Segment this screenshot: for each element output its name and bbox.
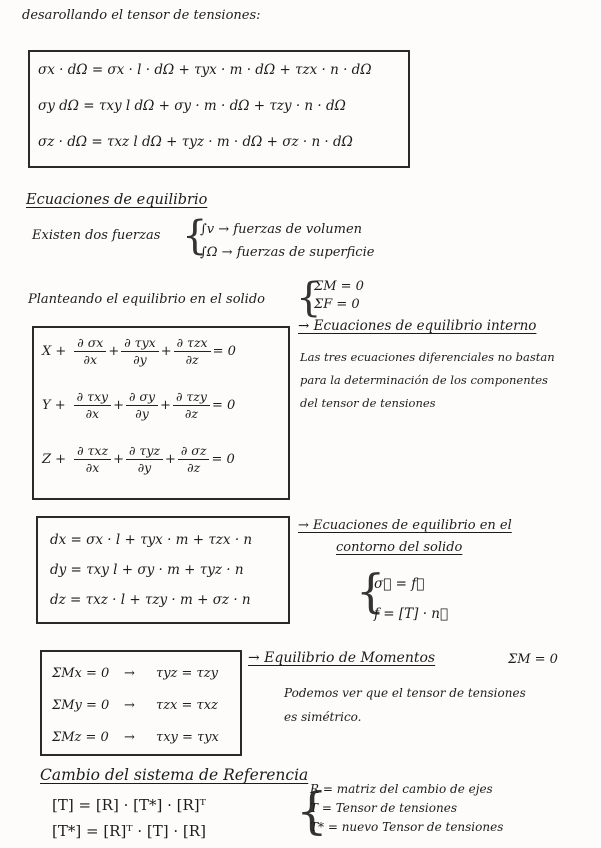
frac-den: ∂y: [133, 352, 147, 368]
symmetric-note-1: Podemos ver que el tensor de tensiones: [284, 686, 526, 700]
contour-label-2: contorno del solido: [336, 540, 463, 555]
frac-num: ∂ σx: [74, 336, 106, 352]
eq-lead: Z +: [42, 452, 67, 468]
eq-lead: X +: [42, 344, 67, 360]
tensor-equations-box: [28, 50, 410, 168]
legend-tstar: T* = nuevo Tensor de tensiones: [310, 820, 504, 834]
tensor-eq-y: σy dΩ = τxy l dΩ + σy · m · dΩ + τzy · n · dΩ: [38, 98, 346, 114]
contour-vector-1: σ⃗ = f⃗: [374, 576, 425, 592]
shear-eq-yz: τyz = τzy: [156, 666, 218, 681]
eq-tail: = 0: [211, 398, 236, 414]
eq-tail: = 0: [211, 452, 235, 468]
frac-num: ∂ τyx: [121, 336, 158, 352]
frac-num: ∂ σy: [126, 390, 158, 406]
tensor-eq-z: σz · dΩ = τxz l dΩ + τyz · m · dΩ + σz · n · dΩ: [38, 134, 353, 150]
eq-lead: Y +: [42, 398, 66, 414]
forces-intro: Existen dos fuerzas: [32, 228, 161, 243]
frac-den: ∂y: [135, 406, 149, 422]
moments-label: → Equilibrio de Momentos: [248, 650, 436, 666]
moments-sum: ΣM = 0: [508, 652, 558, 667]
frac-den: ∂z: [187, 460, 201, 476]
internal-note-2: para la determinación de los componentes: [300, 373, 548, 387]
frac-num: ∂ τyz: [126, 444, 163, 460]
legend-t: T = Tensor de tensiones: [310, 801, 457, 815]
intro-text: desarollando el tensor de tensiones:: [22, 8, 261, 23]
moment-z: ΣMz = 0: [52, 730, 109, 745]
contour-eq-x: dx = σx · l + τyx · m + τzx · n: [50, 532, 253, 548]
moment-arrow: →: [124, 698, 135, 713]
frac-num: ∂ τzx: [174, 336, 211, 352]
legend-r: R = matriz del cambio de ejes: [310, 782, 493, 796]
sum-forces: ΣF = 0: [314, 297, 360, 312]
contour-eq-y: dy = τxy l + σy · m + τyz · n: [50, 562, 244, 578]
frac-num: ∂ τxz: [74, 444, 111, 460]
volume-forces: ∫v → fuerzas de volumen: [200, 222, 363, 237]
contour-equilibrium-box: [36, 516, 290, 624]
sum-moments: ΣM = 0: [314, 279, 364, 294]
forces-brace: {: [182, 213, 208, 259]
frac-num: ∂ σz: [178, 444, 210, 460]
contour-brace: {: [356, 564, 386, 618]
internal-equilibrium-label: → Ecuaciones de equilibrio interno: [298, 318, 537, 334]
moment-arrow: →: [124, 730, 135, 745]
eq-tail: = 0: [212, 344, 236, 360]
reference-change-heading: Cambio del sistema de Referencia: [40, 766, 309, 784]
equilibrium-brace: {: [296, 275, 322, 321]
frac-den: ∂z: [185, 352, 199, 368]
frac-den: ∂x: [83, 352, 98, 368]
equilibrium-heading: Ecuaciones de equilibrio: [26, 192, 208, 208]
contour-eq-z: dz = τxz · l + τzy · m + σz · n: [50, 592, 251, 608]
internal-note-3: del tensor de tensiones: [300, 396, 436, 410]
legend-brace: {: [296, 782, 328, 840]
moment-y: ΣMy = 0: [52, 698, 110, 713]
shear-eq-zx: τzx = τxz: [156, 698, 218, 713]
internal-equilibrium-box: [32, 326, 290, 500]
contour-vector-2: f = [T] · n⃗: [374, 606, 449, 622]
frac-den: ∂y: [137, 460, 152, 476]
symmetric-note-2: es simétrico.: [284, 710, 362, 724]
planteando-text: Planteando el equilibrio en el solido: [28, 292, 265, 307]
moments-box: [40, 650, 242, 756]
frac-den: ∂x: [85, 406, 100, 422]
transform-eq-1: [T] = [R] · [T*] · [R]ᵀ: [52, 796, 206, 814]
internal-eq-x: X + $\frac{\partial \sigma x}{\partial x}$ + $\frac{\text{∂ τyx}}{\partial y}$ + $\frac{\text{∂ τzx}}{\partial z}$ = 0: [42, 335, 236, 368]
frac-num: ∂ τzy: [173, 390, 210, 406]
moment-arrow: →: [124, 666, 135, 681]
internal-note-1: Las tres ecuaciones diferenciales no bastan: [300, 350, 555, 364]
frac-num: ∂ τxy: [74, 390, 111, 406]
transform-eq-2: [T*] = [R]ᵀ · [T] · [R]: [52, 822, 206, 840]
frac-den: ∂z: [184, 406, 198, 422]
moment-x: ΣMx = 0: [52, 666, 110, 681]
shear-eq-xy: τxy = τyx: [156, 730, 219, 745]
tensor-eq-x: σx · dΩ = σx · l · dΩ + τyx · m · dΩ + τzx · n · dΩ: [38, 62, 372, 78]
contour-label-1: → Ecuaciones de equilibrio en el: [298, 518, 512, 533]
internal-eq-y: Y + $\frac{\text{∂ τxy}}{\partial x}$ + $\frac{\partial \sigma y}{\partial y}$ + $\frac{\text{∂ τzy}}{\partial z}$ = 0: [42, 389, 236, 422]
frac-den: ∂x: [85, 460, 100, 476]
surface-forces: ∫Ω → fuerzas de superficie: [200, 245, 375, 260]
internal-eq-z: Z + $\frac{\text{∂ τxz}}{\partial x}$ + $\frac{\text{∂ τyz}}{\partial y}$ + $\frac{\partial \sigma z}{\partial z}$ = 0: [42, 443, 235, 476]
